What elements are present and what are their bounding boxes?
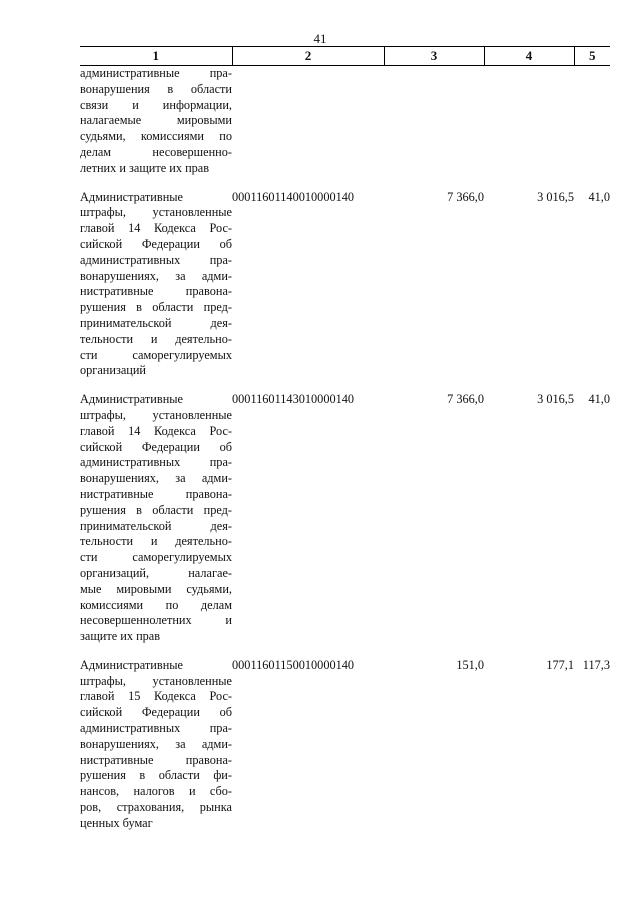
description-line: административных пра- <box>80 455 232 470</box>
revenue-description <box>80 392 232 645</box>
budget-table <box>80 46 610 832</box>
description-line: связи и информации, <box>80 97 232 112</box>
table-row <box>80 66 610 177</box>
description-line: Административные <box>80 657 183 672</box>
column-header-4: 4 <box>484 47 574 66</box>
description-line: организаций, налагае- <box>80 565 232 580</box>
description-line: вонарушениях, за адми- <box>80 736 232 751</box>
description-line: защите их прав <box>80 629 161 644</box>
value-col4: 3 016,5 <box>537 392 574 407</box>
description-line: принимательской дея- <box>80 315 232 330</box>
description-line: налагаемые мировыми <box>80 113 232 128</box>
column-header-1: 1 <box>80 47 232 66</box>
value-col5: 41,0 <box>588 392 610 407</box>
description-line: административные пра- <box>80 66 232 80</box>
revenue-description <box>80 190 232 380</box>
description-line: мые мировыми судьями, <box>80 581 232 596</box>
spacer-cell <box>80 645 610 658</box>
description-line: главой 14 Кодекса Рос- <box>80 221 232 236</box>
spacer-cell <box>80 379 610 392</box>
classification-code: 00011601150010000140 <box>232 657 355 672</box>
description-line: нансов, налогов и сбо- <box>80 784 232 799</box>
row-spacer <box>80 645 610 658</box>
description-line: сийской Федерации об <box>80 439 232 454</box>
description-line: вонарушения в области <box>80 81 232 96</box>
description-line: административных пра- <box>80 252 232 267</box>
description-line: административных пра- <box>80 721 232 736</box>
description-line: судьями, комиссиями по <box>80 129 232 144</box>
classification-code <box>232 66 384 177</box>
description-line: ров, страхования, рынка <box>80 800 232 815</box>
value-col3 <box>384 66 484 177</box>
value-col4 <box>484 66 574 177</box>
description-line: вонарушениях, за адми- <box>80 268 232 283</box>
description-line: главой 15 Кодекса Рос- <box>80 689 232 704</box>
classification-code: 00011601143010000140 <box>232 392 355 407</box>
description-line: Административные <box>80 189 183 204</box>
description-line: сти саморегулируемых <box>80 550 232 565</box>
description-line: делам несовершенно- <box>80 144 232 159</box>
revenue-description <box>80 658 232 832</box>
description-line: сти саморегулируемых <box>80 347 232 362</box>
spacer-cell <box>80 177 610 190</box>
value-col4: 3 016,5 <box>537 189 574 204</box>
value-col4: 177,1 <box>546 657 574 672</box>
page-number: 41 <box>313 31 327 46</box>
description-line: ценных бумаг <box>80 815 153 830</box>
table-row <box>80 190 610 380</box>
description-line: рушения в области пред- <box>80 502 232 517</box>
description-line: нистративные правона- <box>80 486 232 501</box>
description-line: рушения в области пред- <box>80 300 232 315</box>
description-line: принимательской дея- <box>80 518 232 533</box>
value-col3: 7 366,0 <box>447 392 484 407</box>
value-col5 <box>574 66 610 177</box>
description-line: рушения в области фи- <box>80 768 232 783</box>
table-row <box>80 658 610 832</box>
column-header-3: 3 <box>384 47 484 66</box>
description-line: сийской Федерации об <box>80 236 232 251</box>
description-line: тельности и деятельно- <box>80 331 232 346</box>
row-spacer <box>80 177 610 190</box>
table-row <box>80 392 610 645</box>
row-spacer <box>80 379 610 392</box>
column-header-5: 5 <box>574 47 610 66</box>
column-header-2: 2 <box>232 47 384 66</box>
description-line: штрафы, установленные <box>80 673 232 688</box>
description-line: штрафы, установленные <box>80 205 232 220</box>
value-col5: 117,3 <box>582 657 610 672</box>
description-line: нистративные правона- <box>80 752 232 767</box>
value-col3: 151,0 <box>456 657 484 672</box>
revenue-description <box>80 66 232 177</box>
description-line: Административные <box>80 392 183 407</box>
description-line: вонарушениях, за адми- <box>80 471 232 486</box>
description-line: штрафы, установленные <box>80 407 232 422</box>
description-line: организаций <box>80 363 147 378</box>
table-header-row <box>80 47 610 66</box>
description-line: сийской Федерации об <box>80 705 232 720</box>
value-col5: 41,0 <box>588 189 610 204</box>
description-line: главой 14 Кодекса Рос- <box>80 423 232 438</box>
description-line: тельности и деятельно- <box>80 534 232 549</box>
description-line: нистративные правона- <box>80 284 232 299</box>
classification-code: 00011601140010000140 <box>232 189 355 204</box>
description-line: комиссиями по делам <box>80 597 232 612</box>
description-line: летних и защите их прав <box>80 160 210 175</box>
value-col3: 7 366,0 <box>447 189 484 204</box>
description-line: несовершеннолетних и <box>80 613 232 628</box>
